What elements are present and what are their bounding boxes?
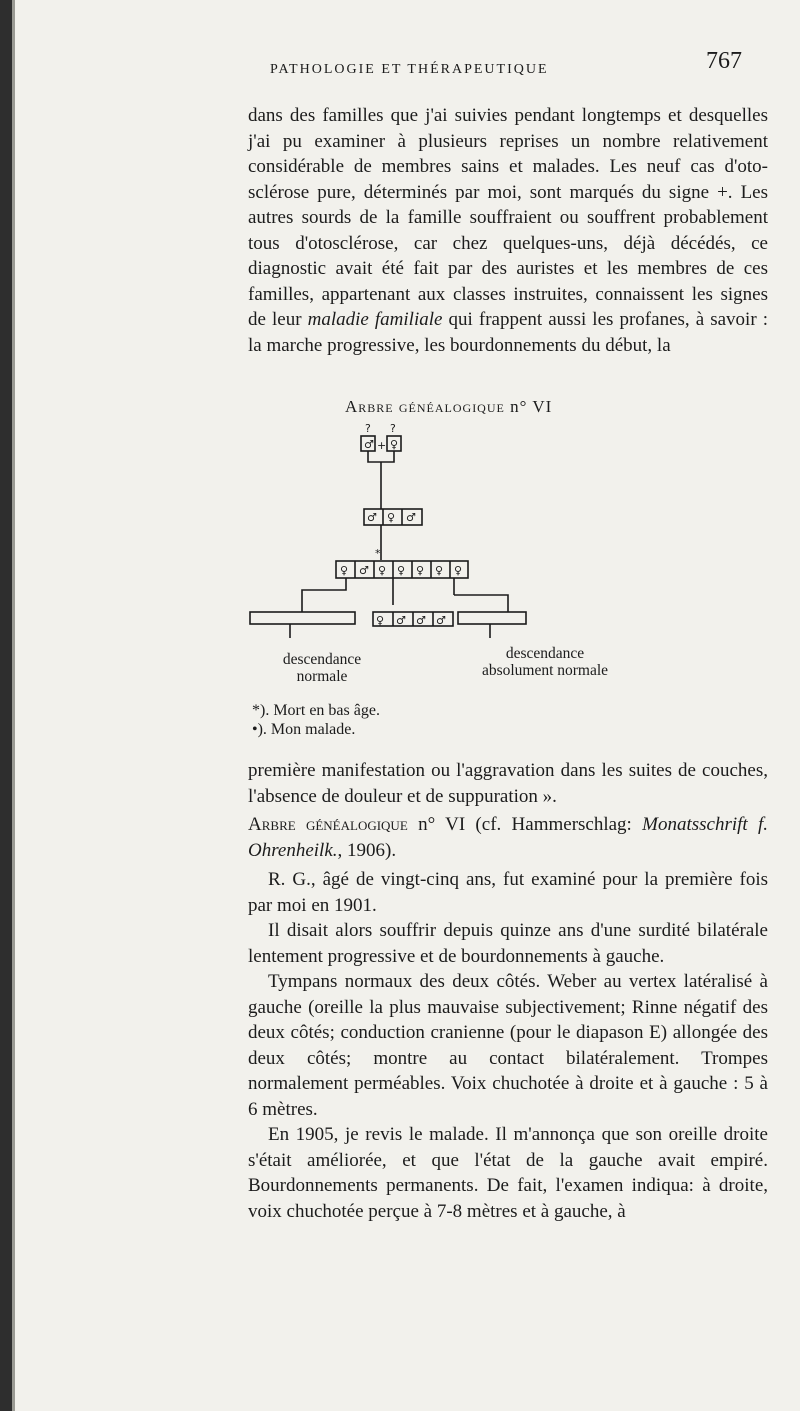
figure-caption: Arbre généalogique n° VI [345,397,553,416]
footnote-malade: •). Mon malade. [252,721,356,738]
svg-text:♂: ♂ [396,614,406,627]
svg-text:♀: ♀ [387,511,396,524]
scan-gutter-line [12,0,15,1411]
tree-star-marker: * [375,547,381,560]
tree-question-right: ? [390,422,396,435]
svg-text:♀: ♀ [416,564,425,577]
svg-text:♀: ♀ [435,564,444,577]
tree-marriage-line [368,451,394,462]
svg-text:♀: ♀ [340,564,349,577]
tree-left-branch [302,578,346,612]
tree-question-left: ? [365,422,371,435]
page-number: 767 [706,48,742,74]
svg-text:♂: ♂ [359,564,369,577]
svg-text:♀: ♀ [378,564,387,577]
intro-italic: maladie familiale [307,309,443,330]
paragraph-exam-1905: En 1905, je revis le malade. Il m'annonça que son oreille droite s'était améliorée, et que l'état de la gauche avait empiré. Bourdonnements permanents. De fait, l'examen indiqua: à droite, voix chuchotée perçue à 7-8 mètres et à gauche, à [248,1124,768,1222]
intro-text: dans des familles que j'ai suivies pendant longtemps et desquelles j'ai pu examiner à plusieurs reprises un nombre relativement considérable de membres sains et malades. Les neuf cas d'oto-sclérose pure, déterminés par moi, sont marqués du signe +. Les autres sourds de la famille souffraient ou souffrent probablement tous d'otosclérose, car chez quelques-uns, déjà décédés, ce diagnostic avait été fait par des auristes et les membres de ces familles, appartenant aux classes instruites, connaissent les signes de leur [248,105,768,330]
paragraph-case-heading: Arbre généalogique n° VI (cf. Hammerschlag: Monatsschrift f. Ohrenheilk., 1906). R. G., âgé de vingt-cinq ans, fut examiné pour la première fois par moi en 1901. Il disait alors souffrir depuis quinze ans d'une surdité bilatérale lentement progressive et de bourdonnements à gauche. Tympans normaux des deux côtés. Weber au vertex latéralisé à gauche (oreille la plus mauvaise subjectivement; Rinne négatif des deux côtés; conduction cranienne (pour le diapason E) allongée des deux côtés; montre au contact bilatéralement. Trompes normalement perméables. Voix chuchotée à droite et à gauche : 5 à 6 mètres. En 1905, je revis le malade. Il m'annonça que son oreille droite s'était améliorée, et que l'état de la gauche avait empiré. Bourdonnements permanents. De fait, l'examen indiqua: à droite, voix chuchotée perçue à 7-8 mètres et à gauche, à [248,812,768,1224]
svg-text:♂: ♂ [416,614,426,627]
paragraph-continuation: première manifestation ou l'aggravation dans les suites de couches, l'absence de douleur et de suppuration ». [248,760,768,807]
svg-text:♀: ♀ [376,614,385,627]
svg-text:♀: ♀ [397,564,406,577]
paragraph-exam-1901: Tympans normaux des deux côtés. Weber au vertex latéralisé à gauche (oreille la plus mauvaise subjectivement; Rinne négatif des deux côtés; conduction cranienne (pour le diapason E) allongée des deux côtés; montre au contact bilatéralement. Trompes normalement perméables. Voix chuchotée à droite et à gauche : 5 à 6 mètres. [248,971,768,1120]
genealogy-tree-diagram [240,420,530,650]
footnote-mort: *). Mort en bas âge. [252,702,380,719]
label-descendance-absolument-normale: descendance absolument normale [481,645,609,679]
paragraph-case-intro: R. G., âgé de vingt-cinq ans, fut examiné pour la première fois par moi en 1901. [248,869,768,916]
svg-text:♂: ♂ [406,511,416,524]
tree-left-descendance-box [250,612,355,624]
tree-male-symbol: ♂ [364,438,374,451]
paragraph-intro [248,103,768,358]
svg-text:♂: ♂ [367,511,377,524]
tree-right-descendance-box [458,612,526,624]
paragraph-history: Il disait alors souffrir depuis quinze ans d'une surdité bilatérale lentement progressive et de bourdonnements à gauche. [248,920,768,967]
label-descendance-normale: descendance normale [282,651,362,685]
intro-text-end: qui frappent aussi les profanes, à savoir : la marche progressive, les bourdonnements du début, la [248,309,768,356]
svg-text:♂: ♂ [436,614,446,627]
tree-plus-symbol: + [377,439,387,452]
tree-right-branch [454,595,508,612]
tree-female-symbol: ♀ [390,438,399,451]
scan-edge-shadow [0,0,12,1411]
running-header: PATHOLOGIE ET THÉRAPEUTIQUE [270,62,549,77]
svg-text:♀: ♀ [454,564,463,577]
